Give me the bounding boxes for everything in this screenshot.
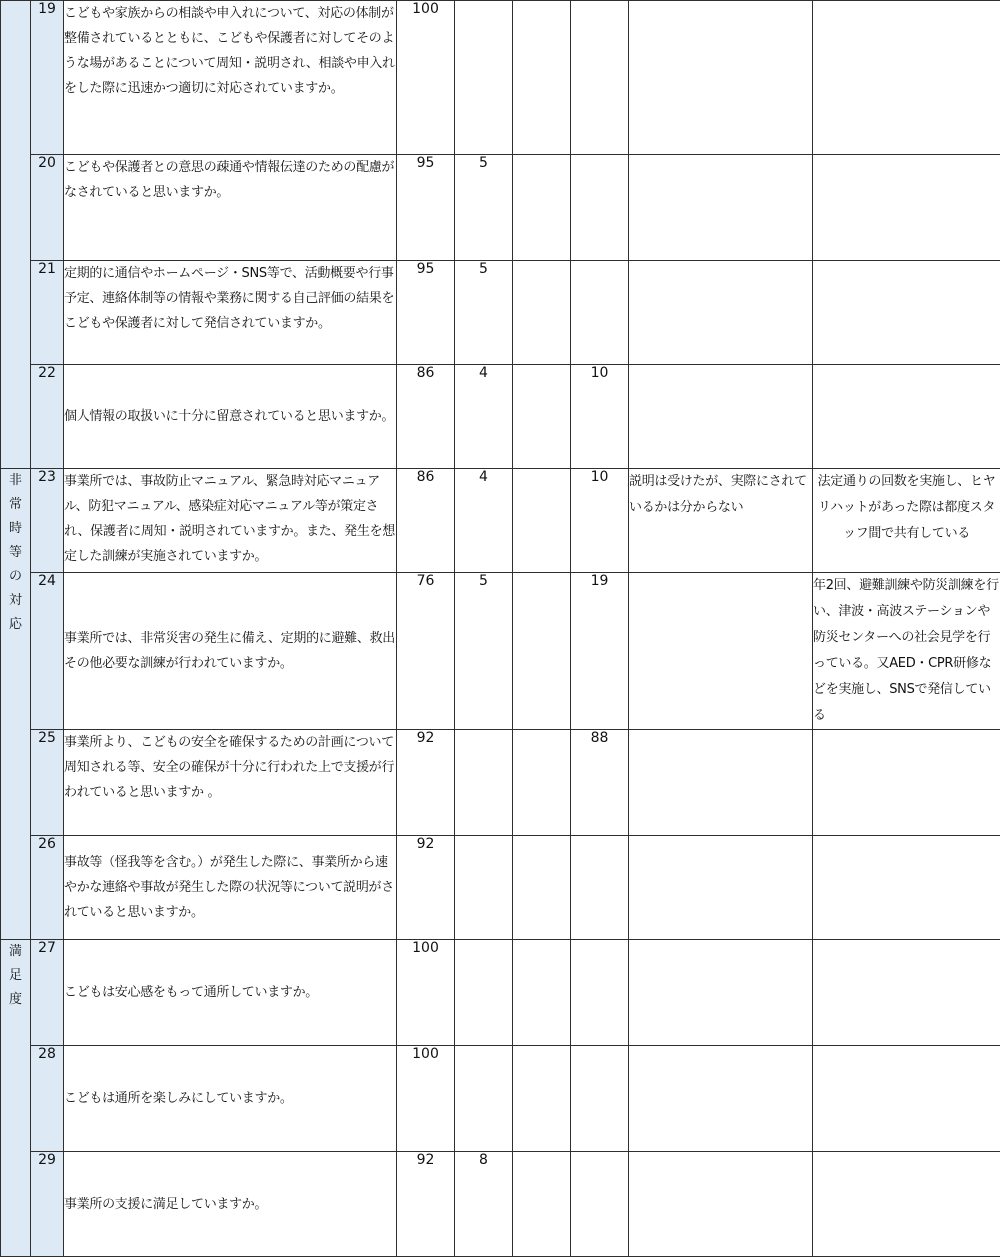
value-cell-4: 88 <box>571 730 629 836</box>
guardian-comment <box>629 1152 813 1257</box>
row-number: 24 <box>31 573 64 730</box>
value-cell-2: 5 <box>455 155 513 261</box>
value-cell-3 <box>513 1046 571 1152</box>
value-cell-1: 92 <box>397 1152 455 1257</box>
guardian-comment <box>629 1 813 155</box>
value-cell-2: 8 <box>455 1152 513 1257</box>
table-row <box>1 1152 1000 1257</box>
value-cell-4 <box>571 155 629 261</box>
question-text: 定期的に通信やホームページ・SNS等で、活動概要や行事予定、連絡体制等の情報や業務に関する自己評価の結果をこどもや保護者に対して発信されていますか。 <box>64 261 397 365</box>
row-number: 19 <box>31 1 64 155</box>
guardian-comment <box>629 573 813 730</box>
value-cell-4: 10 <box>571 365 629 469</box>
table-row <box>1 155 1000 261</box>
value-cell-3 <box>513 155 571 261</box>
question-text: 個人情報の取扱いに十分に留意されていると思いますか。 <box>64 365 397 469</box>
table-row <box>1 573 1000 730</box>
value-cell-4 <box>571 1046 629 1152</box>
value-cell-1: 86 <box>397 469 455 573</box>
value-cell-2: 5 <box>455 573 513 730</box>
row-number: 27 <box>31 940 64 1046</box>
value-cell-3 <box>513 836 571 940</box>
table-row <box>1 365 1000 469</box>
category-cell <box>1 940 31 1257</box>
row-number: 23 <box>31 469 64 573</box>
facility-response <box>813 1152 1000 1257</box>
guardian-comment: 説明は受けたが、実際にされているかは分からない <box>629 469 813 573</box>
value-cell-2 <box>455 836 513 940</box>
value-cell-2 <box>455 1 513 155</box>
table-row <box>1 836 1000 940</box>
question-text: 事故等（怪我等を含む。）が発生した際に、事業所から速やかな連絡や事故が発生した際の状況等について説明がされていると思いますか。 <box>64 836 397 940</box>
question-text: 事業所より、こどもの安全を確保するための計画について周知される等、安全の確保が十分に行われた上で支援が行われていると思いますか 。 <box>64 730 397 836</box>
value-cell-1: 100 <box>397 1046 455 1152</box>
category-label: 非 常 時 等 の 対 応 <box>9 469 22 637</box>
value-cell-3 <box>513 940 571 1046</box>
guardian-comment <box>629 261 813 365</box>
table-row <box>1 730 1000 836</box>
value-cell-2 <box>455 940 513 1046</box>
row-number: 28 <box>31 1046 64 1152</box>
question-text: 事業所では、事故防止マニュアル、緊急時対応マニュアル、防犯マニュアル、感染症対応マニュアル等が策定され、保護者に周知・説明されていますか。また、発生を想定した訓練が実施されていますか。 <box>64 469 397 573</box>
value-cell-4 <box>571 261 629 365</box>
row-number: 21 <box>31 261 64 365</box>
guardian-comment <box>629 836 813 940</box>
value-cell-1: 92 <box>397 836 455 940</box>
facility-response <box>813 1046 1000 1152</box>
facility-response <box>813 836 1000 940</box>
question-text: こどもは安心感をもって通所していますか。 <box>64 940 397 1046</box>
value-cell-3 <box>513 1152 571 1257</box>
value-cell-4: 19 <box>571 573 629 730</box>
value-cell-1: 95 <box>397 155 455 261</box>
value-cell-4: 10 <box>571 469 629 573</box>
category-label: 満 足 度 <box>9 940 22 1012</box>
value-cell-1: 95 <box>397 261 455 365</box>
value-cell-2: 4 <box>455 365 513 469</box>
value-cell-3 <box>513 365 571 469</box>
question-text: こどもは通所を楽しみにしていますか。 <box>64 1046 397 1152</box>
value-cell-3 <box>513 573 571 730</box>
question-text: こどもや家族からの相談や申入れについて、対応の体制が整備されているとともに、こどもや保護者に対してそのような場があることについて周知・説明され、相談や申入れをした際に迅速かつ適切に対応されていますか。 <box>64 1 397 155</box>
value-cell-1: 92 <box>397 730 455 836</box>
question-text: 事業所の支援に満足していますか。 <box>64 1152 397 1257</box>
table-row <box>1 261 1000 365</box>
value-cell-1: 100 <box>397 940 455 1046</box>
value-cell-1: 100 <box>397 1 455 155</box>
row-number: 22 <box>31 365 64 469</box>
value-cell-3 <box>513 469 571 573</box>
question-text: こどもや保護者との意思の疎通や情報伝達のための配慮がなされていると思いますか。 <box>64 155 397 261</box>
guardian-comment <box>629 730 813 836</box>
row-number: 20 <box>31 155 64 261</box>
value-cell-1: 86 <box>397 365 455 469</box>
facility-response <box>813 261 1000 365</box>
value-cell-3 <box>513 1 571 155</box>
value-cell-1: 76 <box>397 573 455 730</box>
table-row <box>1 940 1000 1046</box>
facility-response: 法定通りの回数を実施し、ヒヤリハットがあった際は都度スタッフ間で共有している <box>813 469 1000 573</box>
guardian-comment <box>629 1046 813 1152</box>
row-number: 26 <box>31 836 64 940</box>
value-cell-2 <box>455 1046 513 1152</box>
value-cell-4 <box>571 836 629 940</box>
guardian-comment <box>629 155 813 261</box>
facility-response <box>813 155 1000 261</box>
value-cell-3 <box>513 261 571 365</box>
facility-response <box>813 940 1000 1046</box>
guardian-comment <box>629 940 813 1046</box>
table-row <box>1 1 1000 155</box>
row-number: 29 <box>31 1152 64 1257</box>
category-cell <box>1 1 31 469</box>
facility-response <box>813 365 1000 469</box>
table-row <box>1 469 1000 573</box>
facility-response <box>813 1 1000 155</box>
value-cell-2: 4 <box>455 469 513 573</box>
facility-response <box>813 730 1000 836</box>
value-cell-3 <box>513 730 571 836</box>
facility-response: 年2回、避難訓練や防災訓練を行い、津波・高波ステーションや防災センターへの社会見学を行っている。又AED・CPR研修などを実施し、SNSで発信している <box>813 573 1000 730</box>
guardian-comment <box>629 365 813 469</box>
question-text: 事業所では、非常災害の発生に備え、定期的に避難、救出その他必要な訓練が行われていますか。 <box>64 573 397 730</box>
category-cell <box>1 469 31 940</box>
value-cell-2: 5 <box>455 261 513 365</box>
value-cell-4 <box>571 1152 629 1257</box>
table-row <box>1 1046 1000 1152</box>
row-number: 25 <box>31 730 64 836</box>
value-cell-4 <box>571 940 629 1046</box>
value-cell-4 <box>571 1 629 155</box>
value-cell-2 <box>455 730 513 836</box>
